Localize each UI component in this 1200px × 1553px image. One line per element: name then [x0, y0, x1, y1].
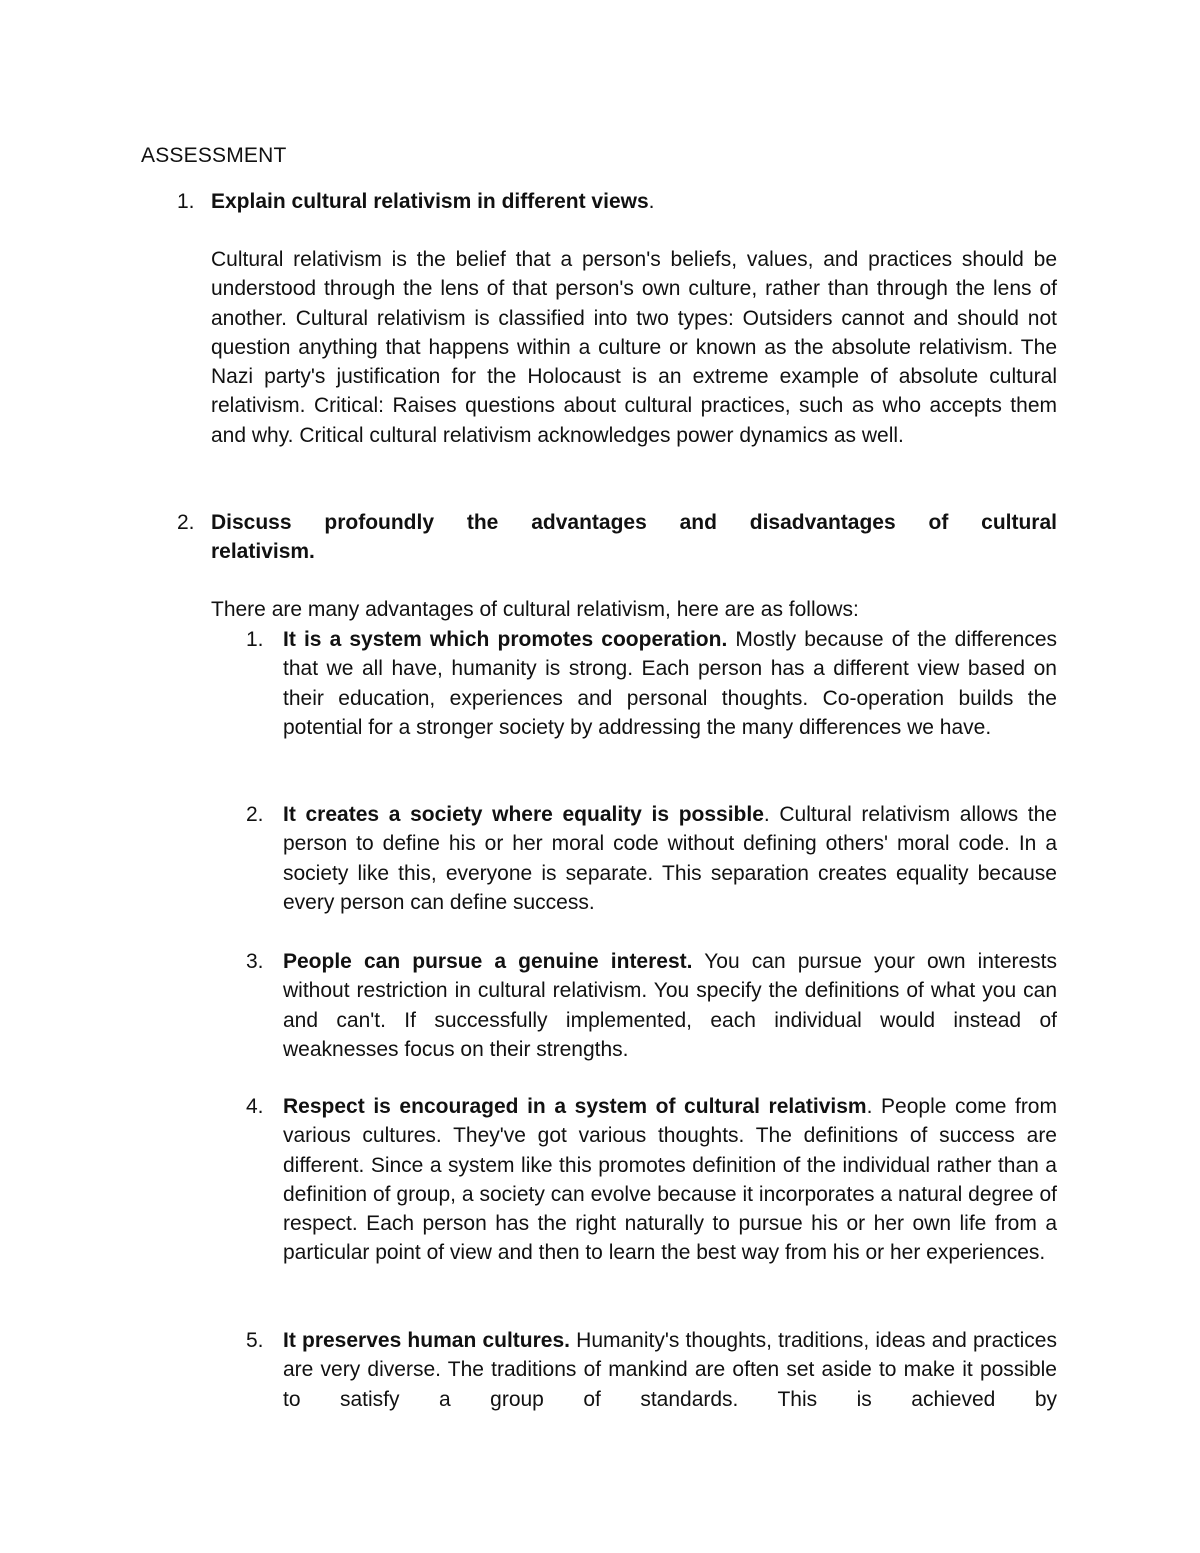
advantage-5-heading: It preserves human cultures.	[283, 1329, 570, 1352]
question-2-title-line-2: relativism.	[211, 540, 315, 563]
advantage-4-text: . People come from various cultures. They've got various thoughts. The definitions of success are different. Since a system like this promotes definition of the individual rather than a definition of group, a society can evolve because it incorporates a natural degree of respect. Each person has the right naturally to pursue his or her own life from a particular point of view and then to learn the best way from his or her experiences.	[283, 1095, 1057, 1265]
advantage-4-number: 4.	[246, 1095, 264, 1118]
advantage-4-heading: Respect is encouraged in a system of cultural relativism	[283, 1095, 867, 1118]
advantage-5-text: Humanity's thoughts, traditions, ideas and practices are very diverse. The traditions of mankind are often set aside to make it possible to satisfy a group of standards. This is achieved by	[283, 1329, 1057, 1411]
question-2-title-line-1: Discuss profoundly the advantages and disadvantages of cultural	[211, 511, 1057, 534]
advantage-3-text: You can pursue your own interests without restriction in cultural relativism. You specify the definitions of what you can and can't. If successfully implemented, each individual would instead of weaknesses focus on their strengths.	[283, 950, 1058, 1061]
advantage-2-paragraph	[283, 800, 1057, 917]
question-1-title-suffix: .	[648, 190, 655, 213]
advantage-1-text: Mostly because of the differences that we all have, humanity is strong. Each person has a different view based on their education, experiences and personal thoughts. Co-operation builds the potential for a stronger society by addressing the many differences we have.	[283, 628, 1057, 739]
advantage-3-paragraph	[283, 947, 1057, 1064]
advantage-3-heading: People can pursue a genuine interest.	[283, 950, 693, 973]
advantage-1-heading: It is a system which promotes cooperation.	[283, 628, 728, 651]
question-1-title-text: Explain cultural relativism in different views	[211, 190, 649, 213]
advantage-2-heading: It creates a society where equality is possible	[283, 803, 764, 826]
advantage-5-paragraph	[283, 1326, 1057, 1414]
advantage-2-text: . Cultural relativism allows the person to define his or her moral code without defining others' moral code. In a society like this, everyone is separate. This separation creates equality because every person can define success.	[283, 803, 1057, 914]
advantage-5-number: 5.	[246, 1329, 264, 1352]
advantage-2-number: 2.	[246, 803, 264, 826]
advantage-1-number: 1.	[246, 628, 264, 651]
question-2-number: 2.	[177, 511, 195, 534]
advantage-3-number: 3.	[246, 950, 264, 973]
advantage-1-paragraph	[283, 625, 1057, 742]
question-2-intro: There are many advantages of cultural relativism, here are as follows:	[211, 598, 859, 621]
advantage-4-paragraph	[283, 1092, 1057, 1268]
assessment-heading: ASSESSMENT	[141, 144, 287, 167]
question-2-title	[211, 508, 1057, 566]
question-1-answer: Cultural relativism is the belief that a person's beliefs, values, and practices should be understood through the lens of that person's own culture, rather than through the lens of another. Cultural relativism is classified into two types: Outsiders cannot and should not question anything that happens within a culture or known as the absolute relativism. The Nazi party's justification for the Holocaust is an extreme example of absolute cultural relativism. Critical: Raises questions about cultural practices, such as who accepts them and why. Critical cultural relativism acknowledges power dynamics as well.	[211, 248, 1057, 447]
question-1-title	[211, 187, 1057, 216]
question-1-number: 1.	[177, 190, 195, 213]
